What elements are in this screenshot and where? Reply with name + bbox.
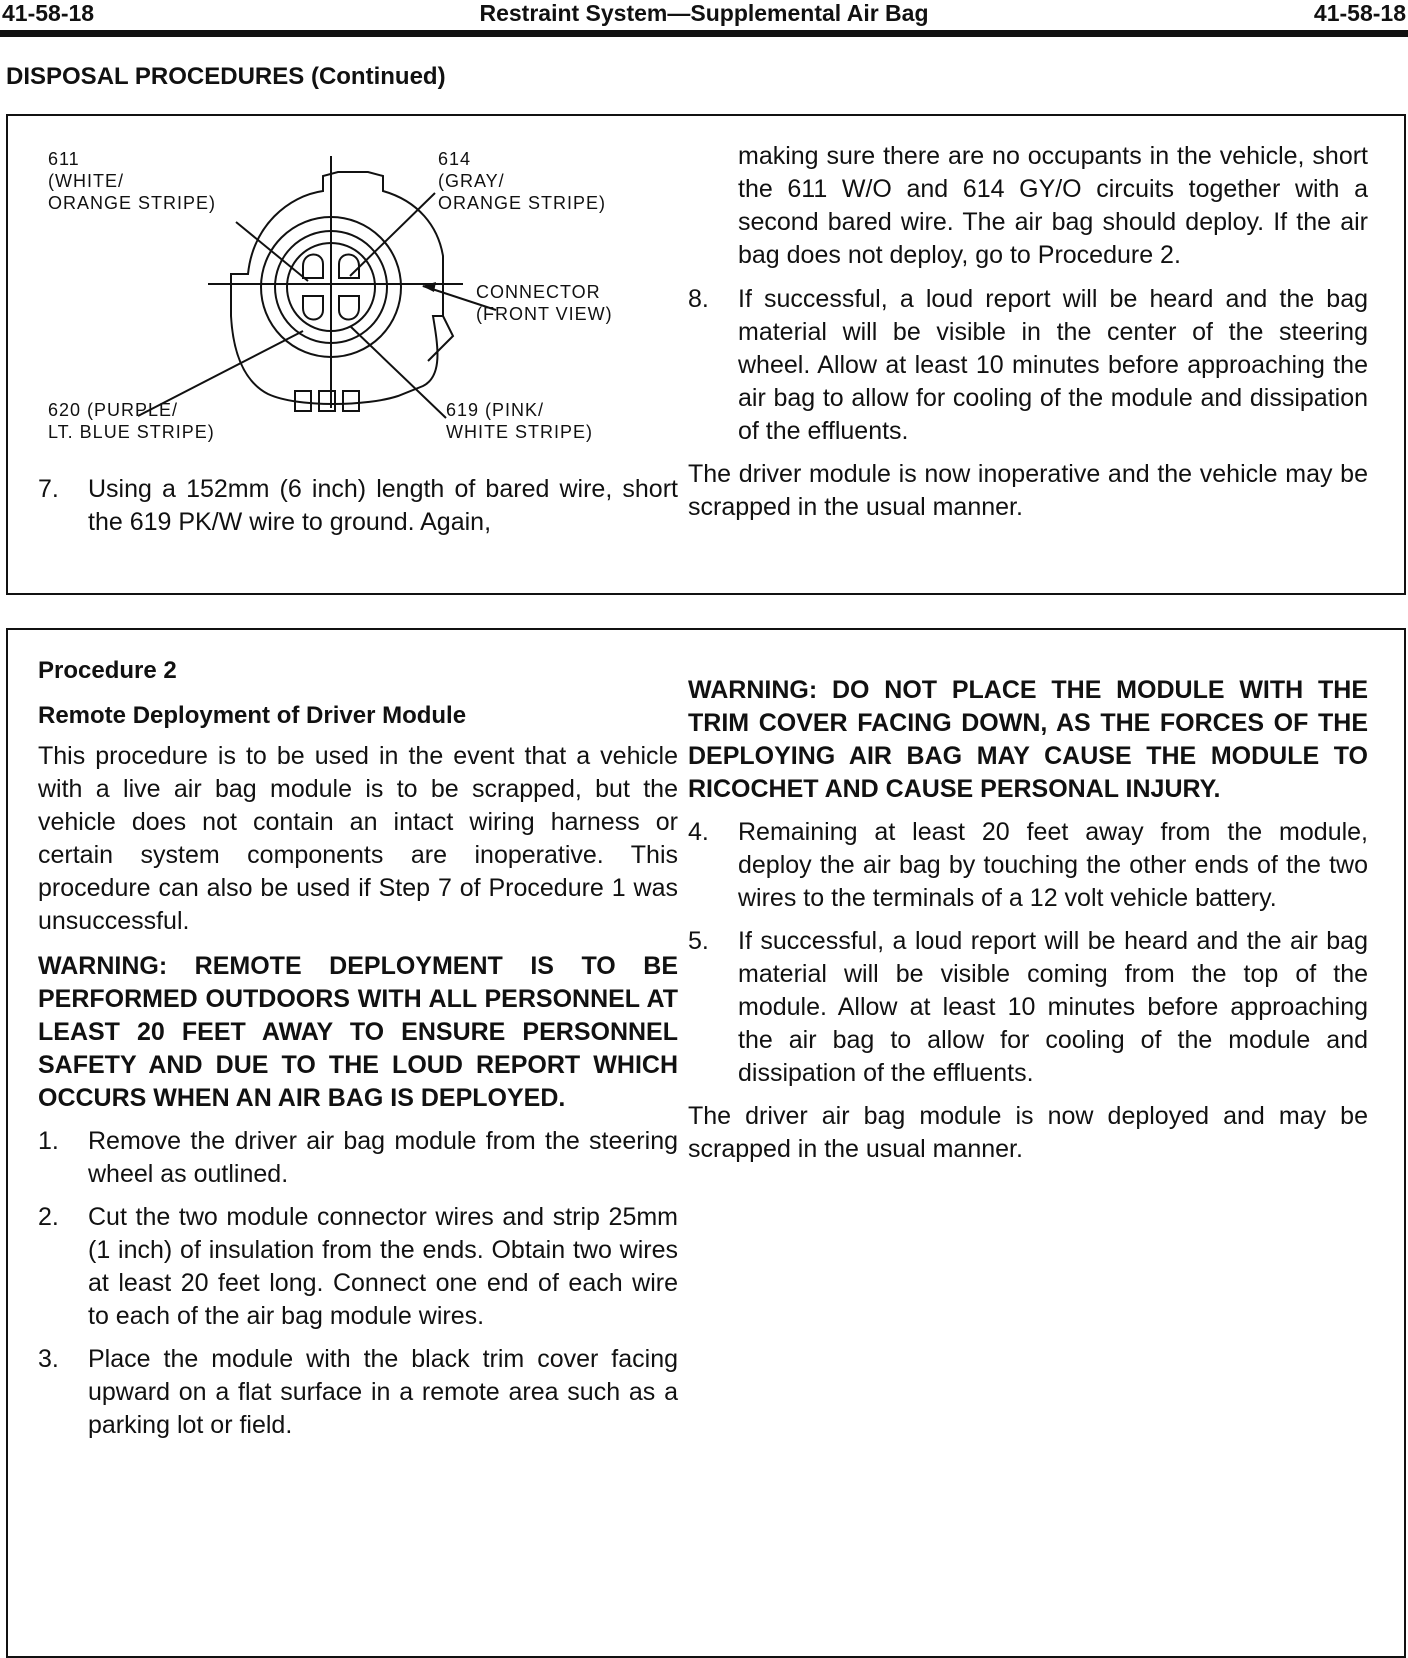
step-4 (688, 816, 1368, 915)
box2-left-column (38, 654, 678, 1442)
step-7-continued (688, 140, 1368, 272)
warning-trim-cover: WARNING: DO NOT PLACE THE MODULE WITH THE TRIM COVER FACING DOWN, AS THE FORCES OF THE DEPLOYING AIR BAG MAY CAUSE THE MODULE TO RICOCHET AND CAUSE PERSONAL INJURY. (688, 676, 1368, 803)
box1-closing-paragraph: The driver module is now inoperative and the vehicle may be scrapped in the usual manner. (688, 460, 1368, 521)
label-connector: CONNECTOR (476, 282, 601, 302)
procedure-title: Procedure 2 (38, 657, 177, 684)
page-number-right: 41-58-18 (1313, 0, 1406, 26)
box2-right-column (688, 674, 1368, 1166)
label-611-color-a: (WHITE/ (48, 171, 124, 191)
steps-list-right (688, 816, 1368, 1090)
step-3 (38, 1343, 678, 1442)
box1-left-column (38, 473, 678, 539)
intro-paragraph: This procedure is to be used in the event that a vehicle with a live air bag module is to be scrapped, but the vehicle does not contain an intact wiring harness or certain system components are inoperative. This procedure can also be used if Step 7 of Procedure 1 was unsuccessful. (38, 742, 678, 935)
step-text: If successful, a loud report will be heard and the bag material will be visible in the center of the steering wheel. Allow at least 10 minutes before approaching the air bag to allow for cooling of the module and dissipation of the effluents. (738, 285, 1368, 445)
label-611-color-b: ORANGE STRIPE) (48, 193, 217, 213)
step-text: Using a 152mm (6 inch) length of bared wire, short the 619 PK/W wire to ground. Again, (88, 475, 678, 536)
procedure-1-continued-box (6, 114, 1406, 595)
label-614-color-b: ORANGE STRIPE) (438, 193, 607, 213)
procedure-2-box (6, 628, 1406, 1658)
step-number: 1. (38, 1127, 59, 1155)
warning-remote-deployment: WARNING: REMOTE DEPLOYMENT IS TO BE PERFORMED OUTDOORS WITH ALL PERSONNEL AT LEAST 20 FEET AWAY TO ENSURE PERSONNEL SAFETY AND DUE TO THE LOUD REPORT WHICH OCCURS WHEN AN AIR BAG IS DEPLOYED. (38, 952, 678, 1112)
label-connector-view: (FRONT VIEW) (476, 304, 613, 324)
page-header (0, 0, 1408, 34)
step-text: making sure there are no occupants in the vehicle, short the 611 W/O and 614 GY/O circuits together with a second bared wire. The air bag should deploy. If the air bag does not deploy, go to Procedure 2. (738, 142, 1368, 269)
steps-list-left (38, 1125, 678, 1442)
step-8 (688, 283, 1368, 448)
header-rule (0, 30, 1408, 37)
page-header-title: Restraint System—Supplemental Air Bag (479, 0, 929, 26)
step-number: 4. (688, 818, 709, 846)
step-text: Cut the two module connector wires and strip 25mm (1 inch) of insulation from the ends. Obtain two wires at least 20 feet long. Connect one end of each wire to each of the air bag module wires. (88, 1203, 678, 1330)
label-619-color-a: 619 (PINK/ (446, 400, 545, 420)
label-620-color-a: 620 (PURPLE/ (48, 400, 179, 420)
page-number-left: 41-58-18 (2, 0, 95, 26)
step-text: Place the module with the black trim cover facing upward on a flat surface in a remote area such as a parking lot or field. (88, 1345, 678, 1439)
label-611-number: 611 (48, 149, 80, 169)
step-5 (688, 925, 1368, 1090)
section-title: DISPOSAL PROCEDURES (Continued) (6, 63, 446, 90)
step-1 (38, 1125, 678, 1191)
procedure-subtitle: Remote Deployment of Driver Module (38, 702, 467, 729)
step-number: 2. (38, 1203, 59, 1231)
connector-diagram (38, 146, 678, 486)
step-number: 8. (688, 285, 709, 313)
box2-closing-paragraph: The driver air bag module is now deployed and may be scrapped in the usual manner. (688, 1102, 1368, 1163)
step-number: 7. (38, 475, 59, 503)
label-620-color-b: LT. BLUE STRIPE) (48, 422, 215, 442)
step-2 (38, 1201, 678, 1333)
label-619-color-b: WHITE STRIPE) (446, 422, 593, 442)
box1-right-column (688, 140, 1368, 524)
step-number: 5. (688, 927, 709, 955)
step-text: Remove the driver air bag module from the steering wheel as outlined. (88, 1127, 678, 1188)
label-614-color-a: (GRAY/ (438, 171, 505, 191)
label-614-number: 614 (438, 149, 472, 169)
step-text: Remaining at least 20 feet away from the module, deploy the air bag by touching the other ends of the two wires to the terminals of a 12 volt vehicle battery. (738, 818, 1368, 912)
step-text: If successful, a loud report will be heard and the air bag material will be visible coming from the top of the module. Allow at least 10 minutes before approaching the air bag to allow for cooling of the module and dissipation of the effluents. (738, 927, 1368, 1087)
step-number: 3. (38, 1345, 59, 1373)
step-7 (38, 473, 678, 539)
